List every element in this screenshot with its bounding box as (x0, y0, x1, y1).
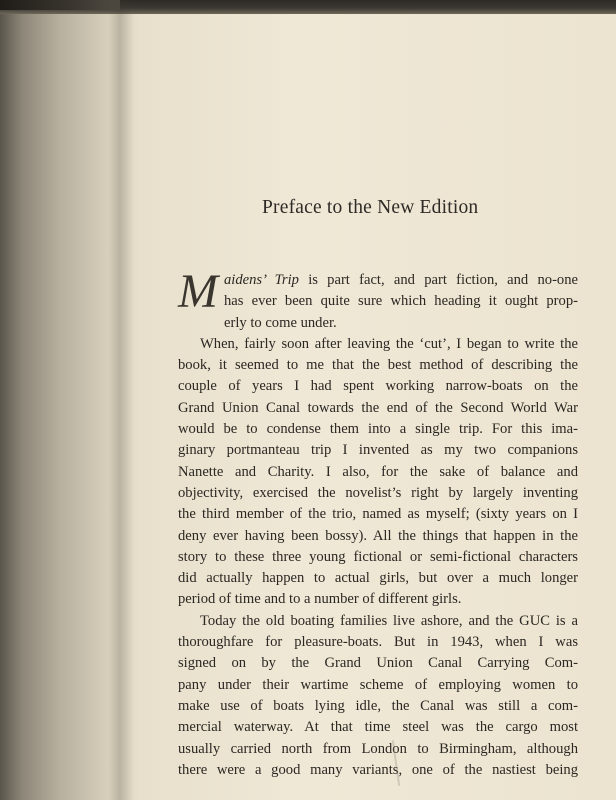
text-line: erly to come under. (223, 314, 337, 331)
text-line: the third member of the trio, named as myself; (sixty years on I (178, 506, 578, 523)
drop-cap: M (178, 265, 218, 318)
text-line: Grand Union Canal towards the end of the Second World War (178, 399, 578, 416)
book-title-italic: aidens’ Trip (223, 272, 299, 288)
text-line: signed on by the Grand Union Canal Carrying Com- (178, 655, 578, 672)
page-title: Preface to the New Edition (262, 197, 479, 218)
spine-shadow (108, 0, 134, 800)
paragraph-1 (178, 265, 578, 334)
text-line: book, it seemed to me that the best method of describing the (178, 357, 578, 374)
text-line: usually carried north from London to Birmingham, although (178, 740, 578, 757)
text-line: ginary portmanteau trip I invented as my two companions (178, 442, 578, 459)
text-line: couple of years I had spent working narrow-boats on the (178, 378, 578, 395)
text-line: When, fairly soon after leaving the ‘cut’, I began to write the (200, 335, 578, 352)
text-line: did actually happen to actual girls, but over a much longer (178, 570, 578, 587)
text-line: pany under their wartime scheme of employing women to (178, 676, 578, 693)
paragraph-2 (178, 334, 578, 611)
text-line: has ever been quite sure which heading it ought prop- (223, 293, 578, 310)
text-line: thoroughfare for pleasure-boats. But in 1943, when I was (178, 634, 578, 651)
body-text (178, 265, 578, 781)
text-line: there were a good many variants, one of the nastiest being (178, 761, 578, 778)
text-line: deny ever having been bossy). All the things that happen in the (178, 527, 578, 544)
text-line: Today the old boating families live ashore, and the GUC is a (200, 612, 578, 629)
text-line: objectivity, exercised the novelist’s right by largely inventing (178, 484, 578, 501)
text-line: story to these three young fictional or semi-fictional characters (178, 548, 578, 565)
paragraph-3 (178, 611, 578, 781)
text-line: make use of boats lying idle, the Canal was still a com- (178, 697, 578, 714)
page-top-edge-left (0, 0, 120, 10)
text-line: mercial waterway. At that time steel was the cargo most (178, 719, 578, 736)
text-line: period of time and to a number of different girls. (178, 591, 462, 608)
text-line: Nanette and Charity. I also, for the sake of balance and (178, 463, 578, 480)
text-line: would be to condense them into a single trip. For this ima- (178, 421, 578, 438)
text-line: aidens’ Trip is part fact, and part fiction, and no-one (223, 272, 578, 288)
